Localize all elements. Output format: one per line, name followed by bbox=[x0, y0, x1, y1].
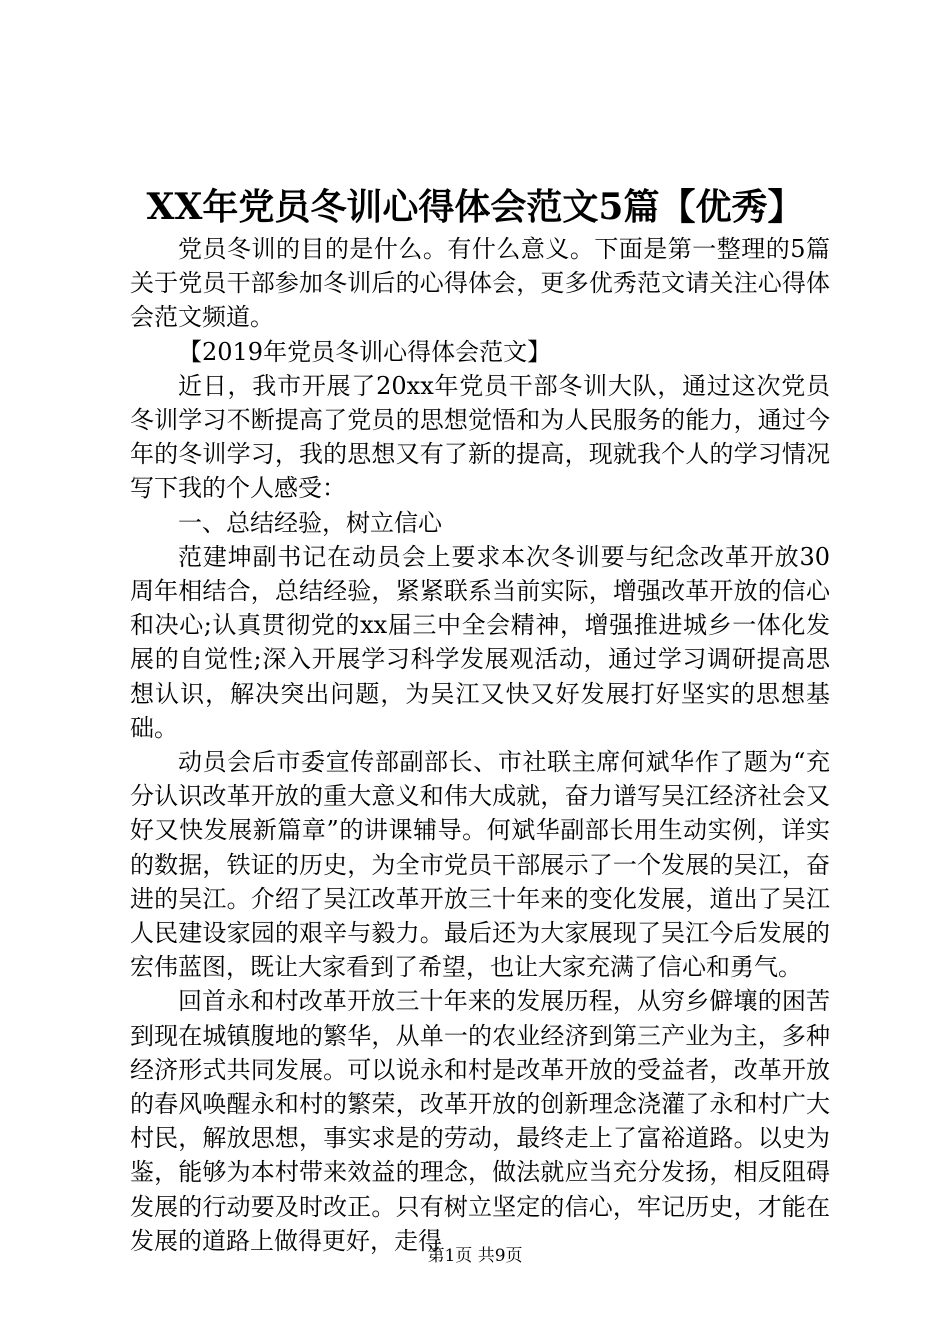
document-title: XX年党员冬训心得体会范文5篇【优秀】 bbox=[146, 186, 804, 228]
document-body bbox=[130, 232, 830, 1258]
paragraph-body: 范建坤副书记在动员会上要求本次冬训要与纪念改革开放30周年相结合，总结经验，紧紧联系当前实际，增强改革开放的信心和决心;认真贯彻党的xx届三中全会精神，增强推进城乡一体化发展的自觉性;深入开展学习科学发展观活动，通过学习调研提高思想认识，解决突出问题，为吴江又快又好发展打好坚实的思想基础。 bbox=[130, 542, 830, 742]
paragraph-opening: 近日，我市开展了20xx年党员干部冬训大队，通过这次党员冬训学习不断提高了党员的思想觉悟和为人民服务的能力，通过今年的冬训学习，我的思想又有了新的提高，现就我个人的学习情况写下我的个人感受： bbox=[130, 371, 830, 503]
paragraph-body: 动员会后市委宣传部副部长、市社联主席何斌华作了题为“充分认识改革开放的重大意义和伟大成就，奋力谱写吴江经济社会又好又快发展新篇章”的讲课辅导。何斌华副部长用生动实例，详实的数据，铁证的历史，为全市党员干部展示了一个发展的吴江，奋进的吴江。介绍了吴江改革开放三十年来的变化发展，道出了吴江人民建设家园的艰辛与毅力。最后还为大家展现了吴江今后发展的宏伟蓝图，既让大家看到了希望，也让大家充满了信心和勇气。 bbox=[130, 748, 830, 982]
paragraph-intro: 党员冬训的目的是什么。有什么意义。下面是第一整理的5篇关于党员干部参加冬训后的心得体会，更多优秀范文请关注心得体会范文频道。 bbox=[130, 235, 830, 332]
paragraph-subheading: 一、总结经验，树立信心 bbox=[178, 508, 442, 537]
paragraph-section-heading: 【2019年党员冬训心得体会范文】 bbox=[178, 337, 552, 366]
paragraph-body: 回首永和村改革开放三十年来的发展历程，从穷乡僻壤的困苦到现在城镇腹地的繁华，从单一的农业经济到第三产业为主，多种经济形式共同发展。可以说永和村是改革开放的受益者，改革开放的春风唤醒永和村的繁荣，改革开放的创新理念浇灌了永和村广大村民，解放思想，事实求是的劳动，最终走上了富裕道路。以史为鉴，能够为本村带来效益的理念，做法就应当充分发扬，相反阻碍发展的行动要及时改正。只有树立坚定的信心，牢记历史，才能在发展的道路上做得更好，走得 bbox=[130, 987, 830, 1255]
page-number-footer: 第1页 共9页 bbox=[427, 1246, 523, 1266]
